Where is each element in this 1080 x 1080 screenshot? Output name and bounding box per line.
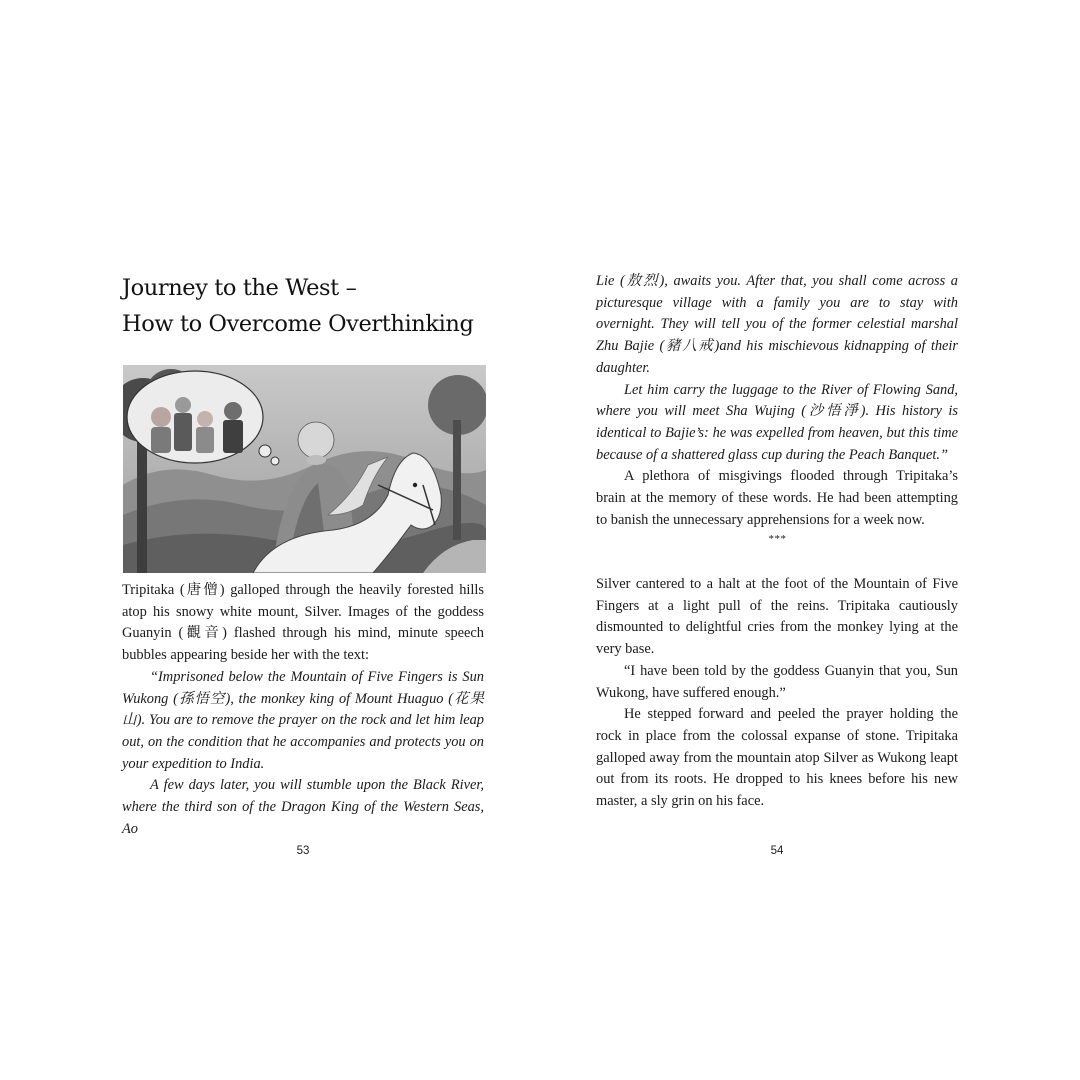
scene-separator: *** <box>768 533 787 545</box>
paragraph: He stepped forward and peeled the prayer holding the rock in place from the colossal expanse of stone. Tripitaka galloped away from the mountain atop Silver as Wukong leapt out from its roots. He dropped to his knees before his new master, a sly grin on his face. <box>596 706 958 810</box>
right-page-body-top <box>596 271 958 531</box>
paragraph: Silver cantered to a halt at the foot of the Mountain of Five Fingers at a light pull of the reins. Tripitaka cautiously dismounted to delightful cries from the monkey lying at the very base. <box>596 576 958 658</box>
right-page-body-bottom <box>596 574 958 813</box>
paragraph: “Imprisoned below the Mountain of Five Fingers is Sun Wukong (孫悟空), the monkey king of Mount Huaguo (花果山). You are to remove the prayer on the rock and let him leap out, on the condition that he accompanies and protects you on your expedition to India. <box>122 668 484 772</box>
chapter-illustration <box>123 365 486 573</box>
page-number: 53 <box>296 845 310 857</box>
chapter-title <box>122 270 502 342</box>
chapter-title-line-2: How to Overcome Overthinking <box>122 311 474 337</box>
paragraph: “I have been told by the goddess Guanyin that you, Sun Wukong, have suffered enough.” <box>596 662 958 701</box>
paragraph: Tripitaka (唐僧) galloped through the heavily forested hills atop his snowy white mount, Silver. Images of the goddess Guanyin (觀音) flashed through his mind, minute speech bubbles appearing beside her with the text: <box>122 582 484 664</box>
left-page-body <box>122 580 484 840</box>
page-number: 54 <box>770 845 784 857</box>
monk-on-horse-illustration-icon <box>123 365 486 573</box>
chapter-title-line-1: Journey to the West – <box>122 275 357 301</box>
paragraph: Let him carry the luggage to the River of Flowing Sand, where you will meet Sha Wujing (沙悟淨). His history is identical to Bajie’s: he was expelled from heaven, but this time because of a shattered glass cup during the Peach Banquet.” <box>596 381 958 463</box>
paragraph: A plethora of misgivings flooded through Tripitaka’s brain at the memory of these words. He had been attempting to banish the unnecessary apprehensions for a week now. <box>596 468 958 528</box>
paragraph: Lie (敖烈), awaits you. After that, you shall come across a picturesque village with a family you are to stay with overnight. They will tell you of the former celestial marshal Zhu Bajie (豬八戒)and his mischievous kidnapping of their daughter. <box>596 273 958 376</box>
paragraph: A few days later, you will stumble upon the Black River, where the third son of the Dragon King of the Western Seas, Ao <box>122 777 484 837</box>
